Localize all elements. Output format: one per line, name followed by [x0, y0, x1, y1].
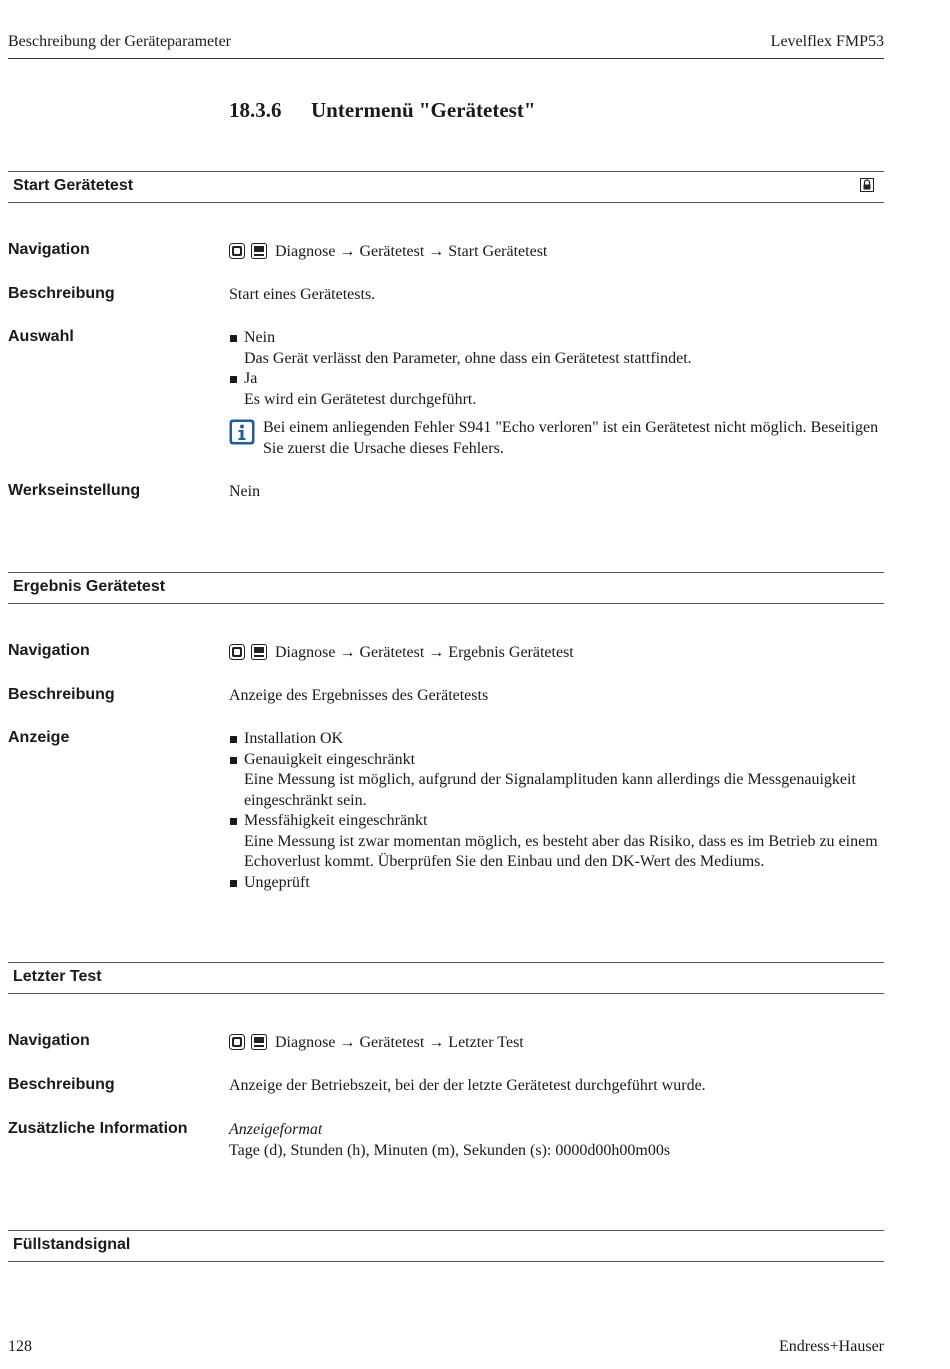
label-beschreibung: Beschreibung [8, 1076, 115, 1093]
list-item: Nein Das Gerät verlässt den Parameter, ohne dass ein Gerätetest stattfindet. [229, 328, 885, 369]
arrow-icon: → [428, 1034, 445, 1051]
chapter-heading [229, 98, 536, 123]
lock-icon [860, 178, 874, 192]
nav-step: Gerätetest [359, 644, 425, 661]
nav-path-letzter [229, 1033, 885, 1057]
label-navigation: Navigation [8, 241, 90, 258]
page-number: 128 [8, 1338, 32, 1355]
nav-step: Start Gerätetest [448, 243, 548, 260]
header-rule [8, 58, 884, 59]
navigation-icons [229, 644, 269, 667]
list-item: Ja Es wird ein Gerätetest durchgeführt. [229, 369, 885, 410]
default-value: Nein [229, 483, 261, 500]
arrow-icon: → [428, 644, 445, 661]
navigation-icons [229, 243, 269, 266]
arrow-icon: → [339, 1034, 356, 1051]
arrow-icon: → [428, 243, 445, 260]
label-beschreibung: Beschreibung [8, 686, 115, 703]
info-heading: Anzeigeformat [229, 1121, 323, 1138]
nav-step: Ergebnis Gerätetest [448, 644, 574, 661]
brand-name: Endress+Hauser [779, 1338, 884, 1355]
nav-path-start [229, 242, 885, 266]
option-list [229, 328, 885, 459]
nav-step: Letzter Test [448, 1034, 524, 1051]
label-navigation: Navigation [8, 1032, 90, 1049]
description-text: Start eines Gerätetests. [229, 286, 376, 303]
list-item: Installation OK [229, 729, 885, 750]
arrow-icon: → [339, 644, 356, 661]
info-text: Tage (d), Stunden (h), Minuten (m), Sekunden (s): 0000d00h00m00s [229, 1141, 671, 1159]
nav-step: Gerätetest [359, 1034, 425, 1051]
nav-path-ergebnis [229, 643, 885, 667]
description-text: Anzeige des Ergebnisses des Gerätetests [229, 687, 489, 704]
list-item: Messfähigkeit eingeschränkt Eine Messung ist zwar momentan möglich, es besteht aber das Risiko, dass es im Betrieb zu einem Echoverlust kommt. Überprüfen Sie den Einbau und den DK-Wert des Mediums. [229, 811, 885, 873]
section-bar-start [8, 171, 884, 203]
label-navigation: Navigation [8, 642, 90, 659]
navigation-icons [229, 1034, 269, 1057]
description-text: Anzeige der Betriebszeit, bei der der letzte Gerätetest durchgeführt wurde. [229, 1077, 706, 1094]
arrow-icon: → [339, 243, 356, 260]
label-werkseinstellung: Werkseinstellung [8, 482, 141, 499]
additional-info [229, 1120, 885, 1161]
chapter-title: Untermenü "Gerätetest" [311, 98, 536, 122]
label-anzeige: Anzeige [8, 729, 70, 746]
label-auswahl: Auswahl [8, 328, 74, 345]
display-list [229, 729, 885, 893]
nav-step: Diagnose [275, 243, 336, 260]
note-text: Bei einem anliegenden Fehler S941 "Echo verloren" ist ein Gerätetest nicht möglich. Beseitigen Sie zuerst die Ursache dieses Fehlers. [263, 419, 879, 457]
running-header-title: Beschreibung der Geräteparameter [8, 33, 231, 50]
info-note [229, 418, 885, 459]
section-title: Füllstandsignal [13, 1236, 131, 1253]
nav-step: Gerätetest [359, 243, 425, 260]
operating-tool-icon [229, 243, 269, 259]
running-header-product: Levelflex FMP53 [770, 33, 884, 50]
section-bar-fuellstandsignal [8, 1230, 884, 1262]
nav-step: Diagnose [275, 644, 336, 661]
label-zusaetzliche-information: Zusätzliche Information [8, 1120, 188, 1137]
section-title: Ergebnis Gerätetest [13, 578, 166, 595]
section-title: Start Gerätetest [13, 177, 134, 194]
section-title: Letzter Test [13, 968, 102, 985]
info-icon [229, 419, 255, 445]
list-item: Genauigkeit eingeschränkt Eine Messung ist möglich, aufgrund der Signalamplituden kann allerdings die Messgenauigkeit eingeschränkt sein. [229, 750, 885, 812]
label-beschreibung: Beschreibung [8, 285, 115, 302]
nav-step: Diagnose [275, 1034, 336, 1051]
chapter-number: 18.3.6 [229, 98, 282, 122]
operating-tool-icon [229, 1034, 269, 1050]
list-item: Ungeprüft [229, 873, 885, 894]
section-bar-letzter [8, 962, 884, 994]
operating-tool-icon [229, 644, 269, 660]
section-bar-ergebnis [8, 572, 884, 604]
